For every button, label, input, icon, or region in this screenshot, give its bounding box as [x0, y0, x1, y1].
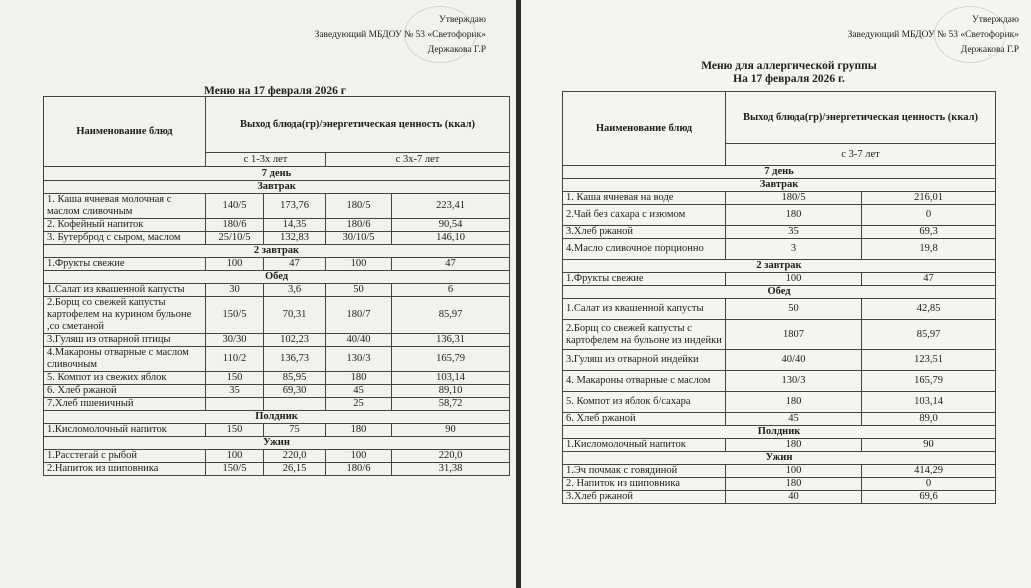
- value-cell: 103,14: [862, 392, 996, 413]
- header-dish: Наименование блюд: [563, 92, 726, 166]
- section-row: [563, 286, 996, 299]
- table-row: [44, 334, 510, 347]
- value-cell: 123,51: [862, 350, 996, 371]
- section-row: [563, 426, 996, 439]
- dish-name: 1.Салат из квашенной капусты: [44, 284, 206, 297]
- value-cell: 146,10: [392, 232, 510, 245]
- header-age: с 3-7 лет: [726, 144, 996, 166]
- dish-name: 1.Кисломолочный напиток: [563, 439, 726, 452]
- value-cell: 140/5: [206, 194, 264, 219]
- table-row: [563, 413, 996, 426]
- section-title: 2 завтрак: [563, 260, 996, 273]
- value-cell: 165,79: [862, 371, 996, 392]
- value-cell: 85,97: [392, 297, 510, 334]
- table-row: [563, 491, 996, 504]
- value-cell: 103,14: [392, 372, 510, 385]
- table-row: [44, 232, 510, 245]
- value-cell: 70,31: [264, 297, 326, 334]
- value-cell: 0: [862, 478, 996, 491]
- value-cell: 100: [206, 450, 264, 463]
- value-cell: 180/7: [326, 297, 392, 334]
- value-cell: 102,23: [264, 334, 326, 347]
- dish-name: 2.Борщ со свежей капусты с картофелем на бульоне из индейки: [563, 320, 726, 350]
- table-row: [563, 192, 996, 205]
- value-cell: 150: [206, 424, 264, 437]
- value-cell: 150/5: [206, 463, 264, 476]
- value-cell: 69,3: [862, 226, 996, 239]
- value-cell: 180/5: [726, 192, 862, 205]
- title-line: На 17 февраля 2026 г.: [733, 73, 845, 85]
- value-cell: 180/6: [326, 219, 392, 232]
- header-dish: Наименование блюд: [44, 97, 206, 167]
- table-row: [563, 226, 996, 239]
- section-row: [44, 271, 510, 284]
- value-cell: 180: [326, 424, 392, 437]
- value-cell: 40/40: [326, 334, 392, 347]
- table-row: [563, 439, 996, 452]
- value-cell: 130/3: [726, 371, 862, 392]
- section-title: 2 завтрак: [44, 245, 510, 258]
- section-row: [44, 245, 510, 258]
- table-row: [563, 273, 996, 286]
- value-cell: 100: [726, 273, 862, 286]
- menu-table: [43, 96, 510, 476]
- section-row: [44, 411, 510, 424]
- value-cell: 90: [862, 439, 996, 452]
- approval-line: Держакова Г.Р: [427, 45, 486, 55]
- dish-name: 7.Хлеб пшеничный: [44, 398, 206, 411]
- page-title: [561, 60, 1017, 86]
- header-output: Выход блюда(гр)/энергетическая ценность (ккал): [206, 97, 510, 153]
- table-row: [563, 392, 996, 413]
- value-cell: 1807: [726, 320, 862, 350]
- value-cell: 19,8: [862, 239, 996, 260]
- table-row: [44, 372, 510, 385]
- value-cell: 180: [326, 372, 392, 385]
- value-cell: [206, 398, 264, 411]
- table-row: [44, 297, 510, 334]
- section-row: [563, 179, 996, 192]
- value-cell: 85,95: [264, 372, 326, 385]
- value-cell: 173,76: [264, 194, 326, 219]
- value-cell: 85,97: [862, 320, 996, 350]
- value-cell: 0: [862, 205, 996, 226]
- value-cell: 180/5: [326, 194, 392, 219]
- dish-name: 3. Бутерброд с сыром, маслом: [44, 232, 206, 245]
- section-title: Полдник: [44, 411, 510, 424]
- table-row: [44, 219, 510, 232]
- section-row: [563, 260, 996, 273]
- day-label: 7 день: [563, 166, 996, 179]
- value-cell: 35: [726, 226, 862, 239]
- dish-name: 1.Расстегай с рыбой: [44, 450, 206, 463]
- section-title: Ужин: [44, 437, 510, 450]
- stamp-icon: [934, 6, 1006, 63]
- dish-name: 1.Кисломолочный напиток: [44, 424, 206, 437]
- dish-name: 4.Макароны отварные с маслом сливочным: [44, 347, 206, 372]
- header-output: Выход блюда(гр)/энергетическая ценность (ккал): [726, 92, 996, 144]
- value-cell: 180: [726, 439, 862, 452]
- value-cell: 47: [264, 258, 326, 271]
- approval-line: Утверждаю: [439, 15, 486, 25]
- dish-name: 3.Хлеб ржаной: [563, 226, 726, 239]
- table-row: [44, 258, 510, 271]
- value-cell: 30/30: [206, 334, 264, 347]
- right-menu-sheet: [521, 0, 1031, 588]
- value-cell: 47: [862, 273, 996, 286]
- section-title: Обед: [44, 271, 510, 284]
- page-title: Меню на 17 февраля 2026 г: [204, 85, 346, 97]
- stamp-icon: [404, 6, 476, 63]
- value-cell: 35: [206, 385, 264, 398]
- dish-name: 2. Кофейный напиток: [44, 219, 206, 232]
- value-cell: 40/40: [726, 350, 862, 371]
- value-cell: 414,29: [862, 465, 996, 478]
- allergy-menu-table: [562, 91, 996, 504]
- value-cell: 42,85: [862, 299, 996, 320]
- section-row: [44, 181, 510, 194]
- section-row: [44, 437, 510, 450]
- value-cell: 136,73: [264, 347, 326, 372]
- value-cell: 75: [264, 424, 326, 437]
- dish-name: 1. Каша ячневая молочная с маслом сливочным: [44, 194, 206, 219]
- value-cell: 45: [326, 385, 392, 398]
- value-cell: 31,38: [392, 463, 510, 476]
- value-cell: 25/10/5: [206, 232, 264, 245]
- dish-name: 3.Гуляш из отварной индейки: [563, 350, 726, 371]
- table-row: [563, 239, 996, 260]
- value-cell: 58,72: [392, 398, 510, 411]
- value-cell: 3: [726, 239, 862, 260]
- approval-line: Утверждаю: [972, 15, 1019, 25]
- table-row: [44, 284, 510, 297]
- dish-name: 2.Чай без сахара с изюмом: [563, 205, 726, 226]
- value-cell: 110/2: [206, 347, 264, 372]
- dish-name: 1.Салат из квашенной капусты: [563, 299, 726, 320]
- value-cell: 223,41: [392, 194, 510, 219]
- table-row: [44, 398, 510, 411]
- header-age-2: с 3х-7 лет: [326, 153, 510, 167]
- dish-name: 2.Борщ со свежей капусты картофелем на курином бульоне ,со сметаной: [44, 297, 206, 334]
- value-cell: 50: [326, 284, 392, 297]
- value-cell: 69,30: [264, 385, 326, 398]
- table-row: [44, 463, 510, 476]
- value-cell: 180: [726, 392, 862, 413]
- value-cell: 100: [326, 450, 392, 463]
- section-title: Завтрак: [563, 179, 996, 192]
- value-cell: 3,6: [264, 284, 326, 297]
- value-cell: 150/5: [206, 297, 264, 334]
- value-cell: 136,31: [392, 334, 510, 347]
- dish-name: 1.Фрукты свежие: [563, 273, 726, 286]
- value-cell: 69,6: [862, 491, 996, 504]
- section-title: Обед: [563, 286, 996, 299]
- value-cell: 30/10/5: [326, 232, 392, 245]
- value-cell: 220,0: [264, 450, 326, 463]
- value-cell: 50: [726, 299, 862, 320]
- value-cell: 180: [726, 478, 862, 491]
- section-title: Завтрак: [44, 181, 510, 194]
- table-row: [44, 424, 510, 437]
- value-cell: 130/3: [326, 347, 392, 372]
- value-cell: 216,01: [862, 192, 996, 205]
- value-cell: 90: [392, 424, 510, 437]
- value-cell: 47: [392, 258, 510, 271]
- dish-name: 4. Макароны отварные с маслом: [563, 371, 726, 392]
- value-cell: 180/6: [326, 463, 392, 476]
- dish-name: 3.Гуляш из отварной птицы: [44, 334, 206, 347]
- value-cell: 26,15: [264, 463, 326, 476]
- dish-name: 1.Эч почмак с говядиной: [563, 465, 726, 478]
- value-cell: [264, 398, 326, 411]
- table-row: [44, 450, 510, 463]
- dish-name: 4.Масло сливочное порционно: [563, 239, 726, 260]
- value-cell: 45: [726, 413, 862, 426]
- value-cell: 25: [326, 398, 392, 411]
- table-row: [44, 385, 510, 398]
- table-row: [44, 347, 510, 372]
- value-cell: 180: [726, 205, 862, 226]
- table-row: [563, 465, 996, 478]
- dish-name: 2. Напиток из шиповника: [563, 478, 726, 491]
- value-cell: 40: [726, 491, 862, 504]
- approval-line: Держакова Г.Р: [960, 45, 1019, 55]
- value-cell: 180/6: [206, 219, 264, 232]
- value-cell: 132,83: [264, 232, 326, 245]
- table-row: [563, 320, 996, 350]
- dish-name: 5. Компот из свежих яблок: [44, 372, 206, 385]
- dish-name: 5. Компот из яблок б/сахара: [563, 392, 726, 413]
- value-cell: 89,0: [862, 413, 996, 426]
- value-cell: 100: [326, 258, 392, 271]
- header-age-1: с 1-3х лет: [206, 153, 326, 167]
- day-label: 7 день: [44, 167, 510, 181]
- value-cell: 90,54: [392, 219, 510, 232]
- table-row: [563, 371, 996, 392]
- title-line: Меню для аллергической группы: [701, 60, 877, 72]
- value-cell: 100: [206, 258, 264, 271]
- table-row: [563, 205, 996, 226]
- dish-name: 6. Хлеб ржаной: [44, 385, 206, 398]
- dish-name: 3.Хлеб ржаной: [563, 491, 726, 504]
- approval-line: Заведующий МБДОУ № 53 «Светофорик»: [314, 30, 486, 40]
- dish-name: 1. Каша ячневая на воде: [563, 192, 726, 205]
- approval-line: Заведующий МБДОУ № 53 «Светофорик»: [847, 30, 1019, 40]
- value-cell: 220,0: [392, 450, 510, 463]
- value-cell: 14,35: [264, 219, 326, 232]
- value-cell: 30: [206, 284, 264, 297]
- dish-name: 6. Хлеб ржаной: [563, 413, 726, 426]
- value-cell: 6: [392, 284, 510, 297]
- value-cell: 100: [726, 465, 862, 478]
- table-row: [44, 194, 510, 219]
- dish-name: 1.Фрукты свежие: [44, 258, 206, 271]
- section-title: Ужин: [563, 452, 996, 465]
- section-title: Полдник: [563, 426, 996, 439]
- table-row: [563, 299, 996, 320]
- value-cell: 150: [206, 372, 264, 385]
- table-row: [563, 350, 996, 371]
- value-cell: 165,79: [392, 347, 510, 372]
- table-row: [563, 478, 996, 491]
- dish-name: 2.Напиток из шиповника: [44, 463, 206, 476]
- section-row: [563, 452, 996, 465]
- value-cell: 89,10: [392, 385, 510, 398]
